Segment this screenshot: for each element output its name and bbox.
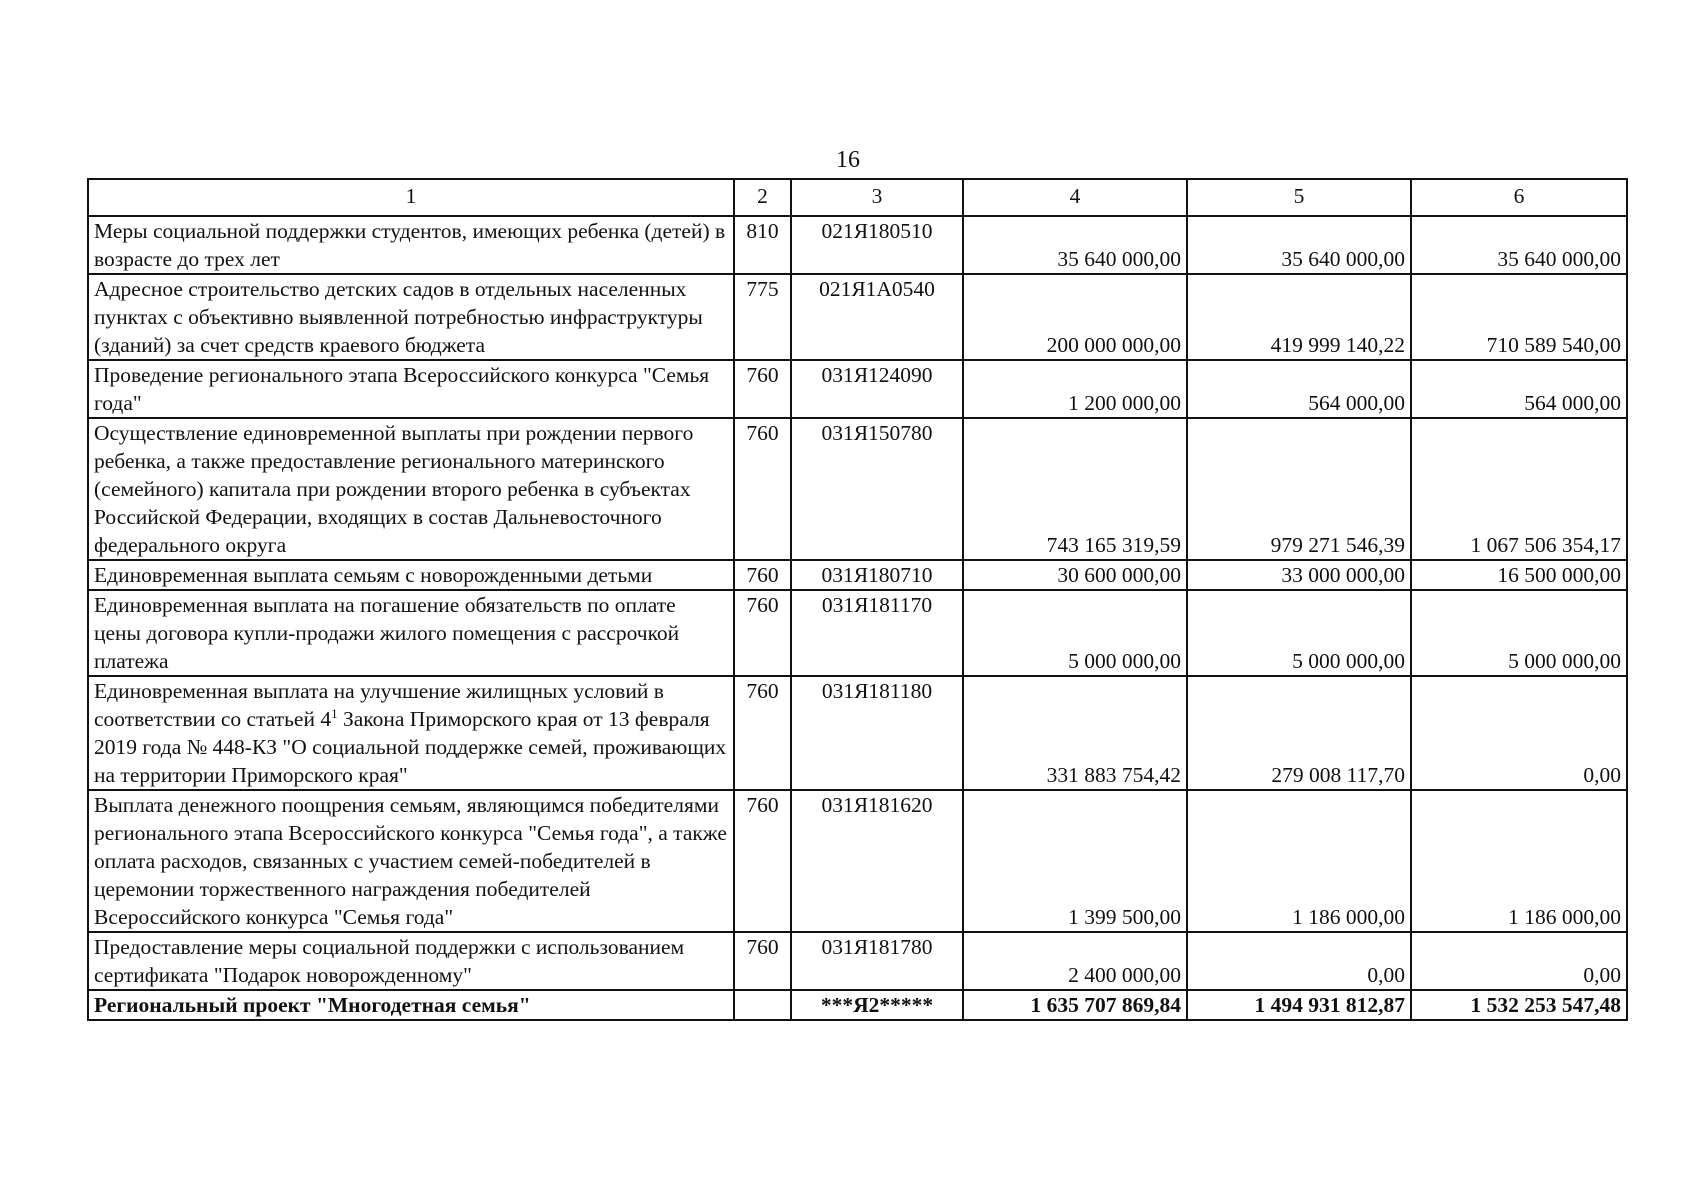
row-value-col4: 743 165 319,59 — [963, 418, 1187, 560]
row-target-code: 021Я1А0540 — [791, 274, 963, 360]
row-target-code: 031Я181780 — [791, 932, 963, 990]
column-header: 3 — [791, 179, 963, 216]
row-value-col4: 5 000 000,00 — [963, 590, 1187, 676]
row-code: 760 — [734, 360, 791, 418]
table-row — [88, 790, 1627, 932]
row-value-col5: 1 186 000,00 — [1187, 790, 1411, 932]
row-value-col5: 279 008 117,70 — [1187, 676, 1411, 790]
total-value-col4: 1 635 707 869,84 — [963, 990, 1187, 1020]
table-row — [88, 676, 1627, 790]
table-row — [88, 560, 1627, 590]
row-value-col4: 35 640 000,00 — [963, 216, 1187, 274]
row-name: Единовременная выплата на погашение обязательств по оплате цены договора купли-продажи жилого помещения с рассрочкой платежа — [88, 590, 734, 676]
row-value-col6: 0,00 — [1411, 932, 1627, 990]
row-code: 760 — [734, 560, 791, 590]
row-target-code: 031Я181620 — [791, 790, 963, 932]
table-row — [88, 216, 1627, 274]
total-target-code: ***Я2***** — [791, 990, 963, 1020]
row-name: Предоставление меры социальной поддержки с использованием сертификата "Подарок новорожденному" — [88, 932, 734, 990]
row-code: 760 — [734, 590, 791, 676]
row-value-col6: 0,00 — [1411, 676, 1627, 790]
row-value-col6: 16 500 000,00 — [1411, 560, 1627, 590]
row-target-code: 031Я181180 — [791, 676, 963, 790]
row-value-col4: 331 883 754,42 — [963, 676, 1187, 790]
row-value-col6: 564 000,00 — [1411, 360, 1627, 418]
row-code: 775 — [734, 274, 791, 360]
row-code: 810 — [734, 216, 791, 274]
row-value-col5: 33 000 000,00 — [1187, 560, 1411, 590]
column-header: 4 — [963, 179, 1187, 216]
row-name-text: Единовременная выплата на улучшение жилищных условий в соответствии со статьей 4 — [94, 679, 664, 731]
table-row — [88, 274, 1627, 360]
row-code: 760 — [734, 932, 791, 990]
row-value-col4: 2 400 000,00 — [963, 932, 1187, 990]
total-value-col6: 1 532 253 547,48 — [1411, 990, 1627, 1020]
row-value-col4: 1 399 500,00 — [963, 790, 1187, 932]
table-row — [88, 418, 1627, 560]
column-header: 5 — [1187, 179, 1411, 216]
row-name: Выплата денежного поощрения семьям, являющимся победителями регионального этапа Всероссийского конкурса "Семья года", а также оплата расходов, связанных с участием семей-победителей в церемонии торжественного награждения победителей Всероссийского конкурса "Семья года" — [88, 790, 734, 932]
row-value-col5: 35 640 000,00 — [1187, 216, 1411, 274]
row-name: Единовременная выплата семьям с новорожденными детьми — [88, 560, 734, 590]
row-value-col6: 1 067 506 354,17 — [1411, 418, 1627, 560]
row-value-col4: 30 600 000,00 — [963, 560, 1187, 590]
budget-table — [87, 178, 1628, 1021]
row-name: Проведение регионального этапа Всероссийского конкурса "Семья года" — [88, 360, 734, 418]
row-value-col4: 1 200 000,00 — [963, 360, 1187, 418]
row-target-code: 031Я180710 — [791, 560, 963, 590]
row-target-code: 031Я124090 — [791, 360, 963, 418]
row-value-col5: 564 000,00 — [1187, 360, 1411, 418]
row-name: Адресное строительство детских садов в отдельных населенных пунктах с объективно выявленной потребностью инфраструктуры (зданий) за счет средств краевого бюджета — [88, 274, 734, 360]
column-header: 6 — [1411, 179, 1627, 216]
row-code: 760 — [734, 676, 791, 790]
row-value-col4: 200 000 000,00 — [963, 274, 1187, 360]
row-name: Осуществление единовременной выплаты при рождении первого ребенка, а также предоставление регионального материнского (семейного) капитала при рождении второго ребенка в субъектах Российской Федерации, входящих в состав Дальневосточного федерального округа — [88, 418, 734, 560]
row-code: 760 — [734, 418, 791, 560]
page-number: 16 — [836, 147, 860, 173]
row-value-col5: 419 999 140,22 — [1187, 274, 1411, 360]
row-value-col5: 0,00 — [1187, 932, 1411, 990]
row-target-code: 021Я180510 — [791, 216, 963, 274]
column-header: 1 — [88, 179, 734, 216]
table-row — [88, 360, 1627, 418]
total-value-col5: 1 494 931 812,87 — [1187, 990, 1411, 1020]
superscript-mark: 1 — [331, 705, 338, 721]
row-value-col6: 5 000 000,00 — [1411, 590, 1627, 676]
row-code: 760 — [734, 790, 791, 932]
row-name — [88, 676, 734, 790]
table-row — [88, 932, 1627, 990]
row-target-code: 031Я150780 — [791, 418, 963, 560]
row-value-col5: 979 271 546,39 — [1187, 418, 1411, 560]
row-value-col6: 710 589 540,00 — [1411, 274, 1627, 360]
row-value-col5: 5 000 000,00 — [1187, 590, 1411, 676]
total-code — [734, 990, 791, 1020]
row-value-col6: 35 640 000,00 — [1411, 216, 1627, 274]
total-name: Региональный проект "Многодетная семья" — [88, 990, 734, 1020]
row-name-text: Закона Приморского края от 13 февраля 2019 года № 448-КЗ "О социальной поддержке семей, проживающих на территории Приморского края" — [94, 707, 727, 787]
row-value-col6: 1 186 000,00 — [1411, 790, 1627, 932]
column-header: 2 — [734, 179, 791, 216]
table-header-row — [88, 179, 1627, 216]
row-name: Меры социальной поддержки студентов, имеющих ребенка (детей) в возрасте до трех лет — [88, 216, 734, 274]
table-row — [88, 590, 1627, 676]
row-target-code: 031Я181170 — [791, 590, 963, 676]
total-row — [88, 990, 1627, 1020]
